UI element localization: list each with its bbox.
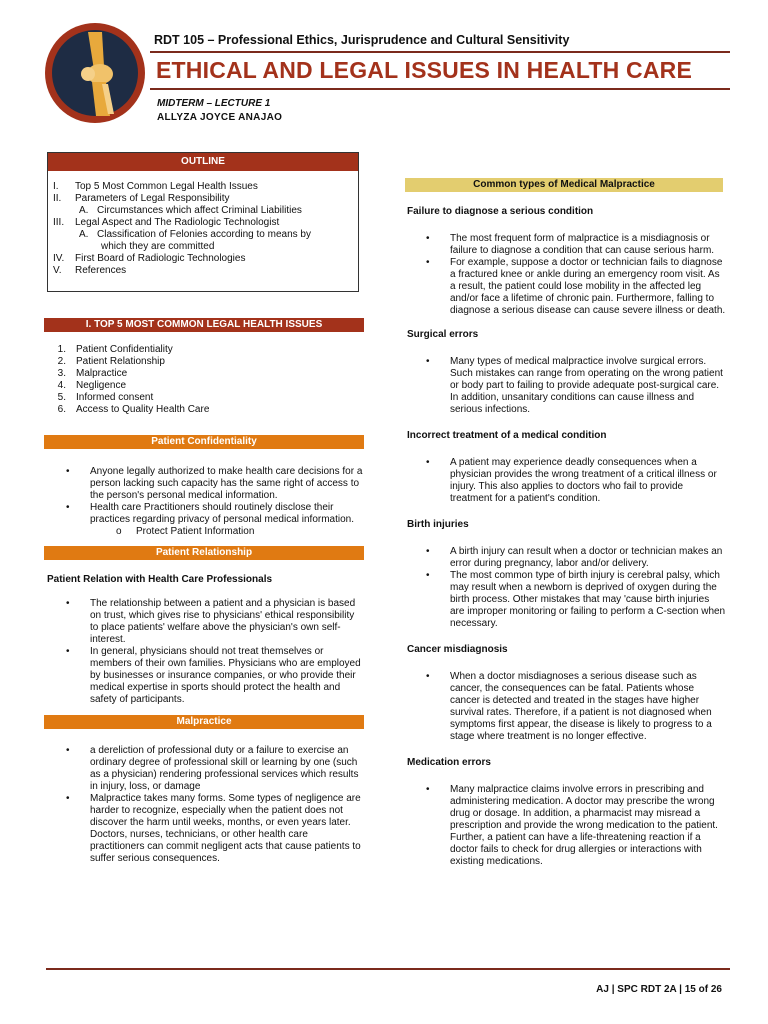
bullet-icon: • [66,793,70,804]
list-item: • Anyone legally authorized to make health care decisions for a person lacking such capacity has the same right of access to the person's personal medical information. [66,466,363,501]
list-item: • a dereliction of professional duty or a failure to exercise an ordinary degree of professional skill or learning by one (such as a physician) rendering professional services which results in injury, loss, or damage [66,745,359,792]
lecture-subtitle: MIDTERM – LECTURE 1 [157,98,271,109]
malpractice-heading: Malpractice [44,715,364,729]
header-rule [150,51,730,53]
surgical-heading: Surgical errors [407,329,479,340]
relationship-bullets [44,598,364,706]
bullet-icon: • [426,784,430,795]
bullet-icon: • [66,502,70,513]
page-footer: AJ | SPC RDT 2A | 15 of 26 [596,984,722,995]
list-item: • A patient may experience deadly consequences when a physician provides the wrong treatment of a critical illness or injury. This also applies to doctors who fail to provide treatment for a patient's condition. [426,457,717,504]
list-item: • A birth injury can result when a doctor or technician makes an error during pregnancy, labor and/or delivery. [426,546,723,569]
list-item: 6. Access to Quality Health Care [57,404,210,415]
medication-bullets [404,784,726,868]
types-heading: Common types of Medical Malpractice [405,178,723,192]
surgical-bullets [404,356,726,416]
list-item: • Many malpractice claims involve errors in prescribing and administering medication. A doctor may prescribe the wrong drug or dosage. In addition, a pharmacist may misread a prescription and provide the wrong medication to the patient. Further, a patient can have a life-threatening reaction if a doctor fails to check for drug allergies or interactions with existing medications. [426,784,718,867]
list-item: • Malpractice takes many forms. Some types of negligence are harder to recognize, especially when the patient does not discover the harm until weeks, months, or even years later. Doctors, nurses, technicians, or other health care practitioners can commit negligent acts that cause patients to suffer serious consequences. [66,793,361,864]
outline-item: IV. First Board of Radiologic Technologies [53,253,246,264]
course-title: RDT 105 – Professional Ethics, Jurisprudence and Cultural Sensitivity [154,33,570,47]
bullet-icon: • [426,546,430,557]
cancer-bullets [404,671,726,743]
failure-heading: Failure to diagnose a serious condition [407,206,594,217]
bullet-icon: • [426,257,430,268]
top5-list [44,344,364,416]
bullet-icon: • [66,745,70,756]
outline-item: III. Legal Aspect and The Radiologic Technologist [53,217,280,228]
bullet-icon: • [66,646,70,657]
confidentiality-heading: Patient Confidentiality [44,435,364,449]
list-item: • In general, physicians should not treat themselves or members of their own families. Physicians who are employed by businesses or insurance companies, or who provide their medical expertise in sports should protect the health and safety of participants. [66,646,361,705]
relationship-subheading: Patient Relation with Health Care Professionals [47,574,273,585]
list-item: • Many types of medical malpractice involve surgical errors. Such mistakes can range from operating on the wrong patient or body part to failing to provide adequate post-surgical care. In addition, unsanitary conditions can cause illness and serious infections. [426,356,723,415]
bullet-icon: • [66,598,70,609]
list-item: 4. Negligence [57,380,127,391]
malpractice-bullets [44,745,364,865]
page-title: ETHICAL AND LEGAL ISSUES IN HEALTH CARE [156,57,692,83]
bullet-icon: • [426,671,430,682]
outline-box [47,152,359,292]
list-item: 3. Malpractice [57,368,128,379]
bullet-icon: • [426,233,430,244]
incorrect-bullets [404,457,726,505]
course-logo [44,22,146,124]
list-item: • The most common type of birth injury is cerebral palsy, which may result when a newborn is deprived of oxygen during the birth process. Other mistakes that may 'cause birth injuries are improper monitoring or failing to perform a C-section when necessary. [426,570,726,629]
cancer-heading: Cancer misdiagnosis [407,644,508,655]
relationship-heading: Patient Relationship [44,546,364,560]
medication-heading: Medication errors [407,757,491,768]
list-item: • Health care Practitioners should routinely disclose their practices regarding privacy of personal medical information. [66,502,355,525]
outline-item: V. References [53,265,127,276]
list-item: • The relationship between a patient and a physician is based on trust, which gives rise to physicians' ethical responsibility to place patients' welfare above the physician's own self-interest. [66,598,356,645]
outline-item: which they are committed [101,241,215,252]
list-item: 2. Patient Relationship [57,356,165,367]
outline-heading: OUTLINE [48,153,358,171]
confidentiality-subitem: o Protect Patient Information [116,526,255,537]
incorrect-heading: Incorrect treatment of a medical condition [407,430,607,441]
birth-heading: Birth injuries [407,519,469,530]
list-item: 1. Patient Confidentiality [57,344,173,355]
list-item: • The most frequent form of malpractice is a misdiagnosis or failure to diagnose a condition that can cause serious harm. [426,233,715,256]
footer-rule [46,968,730,970]
outline-item: A. Classification of Felonies according to means by [79,229,311,240]
circle-bullet-icon: o [116,526,122,537]
section-heading-top5: I. TOP 5 MOST COMMON LEGAL HEALTH ISSUES [44,318,364,332]
failure-bullets [404,233,726,317]
birth-bullets [404,546,726,630]
list-item: • For example, suppose a doctor or technician fails to diagnose a fractured knee or ankle during an emergency room visit. As a result, the patient could lose mobility in the affected leg and/or face a lifetime of chronic pain. Furthermore, falling to diagnose a serious disease can cause severe illness or death. [426,257,726,316]
bullet-icon: • [66,466,70,477]
left-column [44,318,364,865]
outline-item: A. Circumstances which affect Criminal Liabilities [79,205,302,216]
bullet-icon: • [426,356,430,367]
bullet-icon: • [426,457,430,468]
right-column [404,178,726,868]
outline-list [53,181,358,277]
confidentiality-bullets [44,466,364,526]
list-item: 5. Informed consent [57,392,154,403]
outline-item: I. Top 5 Most Common Legal Health Issues [53,181,258,192]
author-name: ALLYZA JOYCE ANAJAO [157,112,283,123]
list-item: • When a doctor misdiagnoses a serious disease such as cancer, the consequences can be fatal. Patients whose cancer is detected and treated in the stages have higher survival rates. Therefore, if a patient is not diagnosed when symptoms first appear, the disease is likely to progress to a stage where treatment is no longer effective. [426,671,712,742]
bullet-icon: • [426,570,430,581]
outline-item: II. Parameters of Legal Responsibility [53,193,230,204]
title-rule [150,88,730,90]
